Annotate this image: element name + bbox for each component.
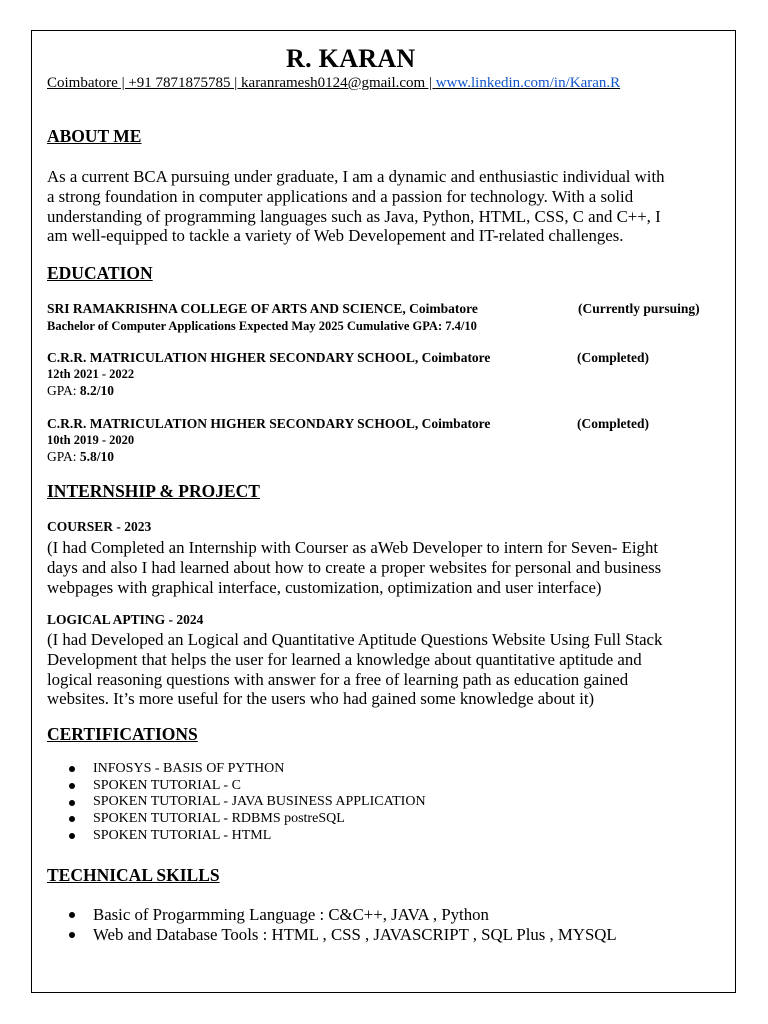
about-line: As a current BCA pursuing under graduate, I am a dynamic and enthusiastic individual with [47,167,665,186]
project-line: days and also I had learned about how to create a proper websites for personal and business [47,557,662,577]
certifications-list [47,761,426,845]
project-description [47,538,727,597]
bullet-icon [69,766,75,772]
list-item: INFOSYS - BASIS OF PYTHON [47,761,426,778]
project-line: logical reasoning questions with answer for a free of learning path as education gained [47,669,629,689]
about-paragraph [47,167,727,246]
education-gpa: GPA: 5.8/10 [47,449,115,464]
candidate-name: R. KARAN [286,44,416,73]
about-line: a strong foundation in computer applications and a passion for technology. With a solid [47,186,634,206]
certifications-heading: CERTIFICATIONS [47,724,198,744]
about-line: am well-equipped to tackle a variety of Web Developement and IT-related challenges. [47,226,624,246]
education-status: (Completed) [577,416,649,431]
project-line: websites. It’s more useful for the users who had gained some knowledge about it) [47,689,595,709]
bullet-icon [69,932,75,938]
bullet-icon [69,816,75,822]
bullet-icon [69,800,75,806]
linkedin-link[interactable]: www.linkedin.com/in/Karan.R [435,75,621,91]
education-detail: Bachelor of Computer Applications Expected May 2025 Cumulative GPA: 7.4/10 [47,319,477,333]
project-title: LOGICAL APTING - 2024 [47,612,204,627]
bullet-icon [69,833,75,839]
project-line: webpages with graphical interface, customization, optimization and user interface) [47,577,602,597]
bullet-icon [69,912,75,918]
bullet-icon [69,783,75,789]
skills-heading: TECHNICAL SKILLS [47,865,220,885]
internship-heading: INTERNSHIP & PROJECT [47,481,260,501]
list-item: Web and Database Tools : HTML , CSS , JAVASCRIPT , SQL Plus , MYSQL [47,925,617,945]
list-item: Basic of Progarmming Language : C&C++, JAVA , Python [47,905,617,925]
project-description [47,630,727,709]
contact-line [47,75,620,92]
education-detail: 10th 2019 - 2020 [47,433,135,447]
project-line: (I had Completed an Internship with Courser as aWeb Developer to intern for Seven- Eight [47,538,658,557]
education-school: C.R.R. MATRICULATION HIGHER SECONDARY SCHOOL, Coimbatore [47,350,491,365]
education-status: (Currently pursuing) [578,301,700,316]
project-title: COURSER - 2023 [47,519,152,534]
contact-text: Coimbatore | +91 7871875785 | karanramesh0124@gmail.com | [47,75,436,91]
education-status: (Completed) [577,350,649,365]
about-heading: ABOUT ME [47,126,142,146]
about-line: understanding of programming languages such as Java, Python, HTML, CSS, C and C++, I [47,206,661,226]
list-item: SPOKEN TUTORIAL - JAVA BUSINESS APPLICATION [47,794,426,811]
project-line: (I had Developed an Logical and Quantitative Aptitude Questions Website Using Full Stack [47,630,663,649]
list-item: SPOKEN TUTORIAL - RDBMS postreSQL [47,811,426,828]
education-detail: 12th 2021 - 2022 [47,367,135,381]
list-item: SPOKEN TUTORIAL - HTML [47,828,426,845]
education-heading: EDUCATION [47,263,153,283]
project-line: Development that helps the user for learned a knowledge about quantitative aptitude and [47,649,642,669]
education-school: C.R.R. MATRICULATION HIGHER SECONDARY SCHOOL, Coimbatore [47,416,491,431]
skills-list [47,905,617,946]
list-item: SPOKEN TUTORIAL - C [47,778,426,795]
education-school: SRI RAMAKRISHNA COLLEGE OF ARTS AND SCIENCE, Coimbatore [47,301,478,316]
education-gpa: GPA: 8.2/10 [47,383,115,398]
